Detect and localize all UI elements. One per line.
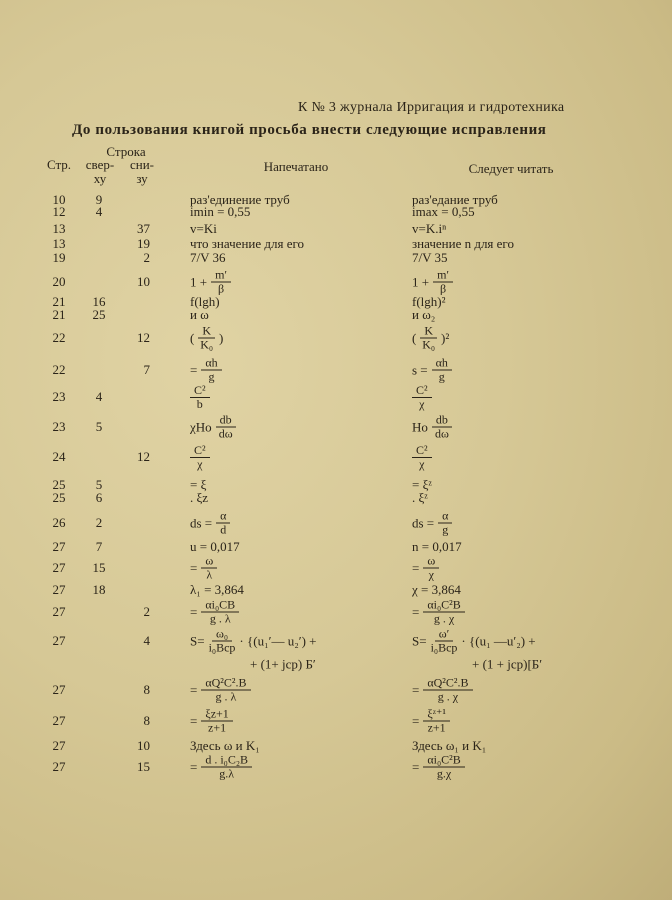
line-from-top: 5 bbox=[95, 477, 103, 492]
correct-text bbox=[412, 599, 465, 626]
page-number: 21 bbox=[52, 294, 66, 309]
fraction bbox=[201, 555, 217, 582]
formula bbox=[412, 414, 452, 441]
formula bbox=[412, 708, 450, 735]
printed-text bbox=[190, 708, 233, 735]
line-from-bottom: 12 bbox=[137, 330, 150, 345]
line-from-top: 18 bbox=[92, 582, 106, 597]
page-number: 27 bbox=[52, 682, 66, 697]
page-number: 21 bbox=[52, 307, 66, 322]
formula-prefix: = bbox=[190, 604, 198, 619]
numerator: K bbox=[198, 325, 215, 339]
col-line-group-header: Строка bbox=[106, 144, 146, 159]
page-number: 22 bbox=[52, 330, 66, 345]
denominator: b bbox=[196, 397, 203, 411]
printed-text: раз'единение труб bbox=[190, 192, 290, 207]
formula-prefix: s = bbox=[412, 362, 428, 377]
formula-prefix: = bbox=[190, 362, 198, 377]
fraction bbox=[423, 708, 450, 735]
denominator: g bbox=[208, 369, 215, 384]
fraction bbox=[431, 628, 458, 655]
formula-prefix: ds = bbox=[412, 515, 435, 530]
page-number: 27 bbox=[52, 604, 66, 619]
line-from-top: 16 bbox=[92, 294, 106, 309]
formula bbox=[412, 510, 452, 537]
numerator: C² bbox=[190, 384, 210, 398]
formula bbox=[412, 754, 465, 781]
fraction bbox=[412, 384, 432, 411]
numerator: db bbox=[216, 414, 236, 428]
formula bbox=[190, 677, 251, 704]
numerator: αi₀C²B bbox=[423, 754, 464, 768]
denominator: g . λ bbox=[215, 689, 237, 704]
page-number: 25 bbox=[52, 477, 66, 492]
denominator: β bbox=[440, 281, 447, 296]
printed-text: f(lgh) bbox=[190, 294, 220, 309]
printed-text bbox=[190, 754, 252, 781]
fraction bbox=[209, 628, 236, 655]
correct-text bbox=[412, 357, 452, 384]
page-number: 27 bbox=[52, 713, 66, 728]
formula-prefix: = bbox=[190, 759, 198, 774]
fraction bbox=[190, 444, 210, 471]
denominator: g . λ bbox=[209, 611, 231, 626]
denominator: χ bbox=[419, 457, 425, 471]
formula bbox=[190, 357, 222, 384]
formula-prefix: = bbox=[412, 759, 420, 774]
formula-continuation: + (1+ jср) Б′ bbox=[250, 656, 316, 672]
correct-text bbox=[412, 325, 449, 352]
denominator: d bbox=[220, 522, 227, 537]
printed-text bbox=[190, 269, 231, 296]
denominator: χ bbox=[197, 457, 203, 471]
page-number: 27 bbox=[52, 759, 66, 774]
formula bbox=[412, 269, 453, 296]
col-correct-header: Следует читать bbox=[468, 161, 554, 176]
line-from-bottom: 2 bbox=[143, 604, 150, 619]
formula bbox=[190, 444, 210, 471]
formula-prefix: = bbox=[190, 682, 198, 697]
correct-text: imax = 0,55 bbox=[412, 204, 475, 219]
fraction bbox=[201, 708, 232, 735]
correct-text: раз'едание труб bbox=[412, 192, 498, 207]
formula bbox=[412, 444, 432, 471]
formula-prefix: = bbox=[412, 713, 420, 728]
printed-text: . ξz bbox=[190, 490, 209, 505]
formula-prefix: ( bbox=[190, 330, 195, 345]
formula-prefix: = bbox=[190, 713, 198, 728]
denominator: K₀ bbox=[422, 337, 436, 352]
formula bbox=[412, 628, 536, 655]
line-from-top: 9 bbox=[95, 192, 103, 207]
printed-text: Здесь ω и K₁ bbox=[190, 738, 260, 753]
correct-text: = ξᶻ bbox=[412, 477, 432, 492]
formula bbox=[190, 555, 217, 582]
formula bbox=[190, 325, 223, 352]
denominator: i₀Bср bbox=[430, 640, 458, 655]
formula bbox=[412, 384, 432, 411]
numerator: αh bbox=[201, 357, 221, 371]
printed-text: λ₁ = 3,864 bbox=[190, 582, 244, 597]
printed-text bbox=[190, 555, 217, 582]
denominator: g bbox=[442, 522, 449, 537]
correct-text bbox=[412, 269, 453, 296]
formula-prefix: 1 + bbox=[190, 274, 208, 289]
line-from-top: 4 bbox=[95, 389, 103, 404]
numerator: ω bbox=[201, 555, 217, 569]
formula bbox=[412, 599, 465, 626]
correct-text: n = 0,017 bbox=[412, 539, 462, 554]
numerator: ω₀ bbox=[212, 628, 232, 642]
printed-text bbox=[190, 383, 210, 411]
page-number: 23 bbox=[52, 419, 66, 434]
line-from-top: 15 bbox=[92, 560, 106, 575]
numerator: αi₀C²B bbox=[423, 599, 464, 613]
fraction bbox=[216, 414, 236, 441]
page-number: 20 bbox=[52, 274, 66, 289]
page-number: 24 bbox=[52, 449, 66, 464]
formula bbox=[412, 357, 452, 384]
page-number: 27 bbox=[52, 582, 66, 597]
printed-text bbox=[190, 677, 251, 704]
line-from-bottom: 37 bbox=[137, 221, 150, 236]
formula bbox=[190, 269, 231, 296]
correct-text bbox=[412, 708, 450, 735]
printed-text: и ω bbox=[190, 307, 209, 322]
correct-text bbox=[412, 510, 452, 537]
page-number: 10 bbox=[52, 192, 66, 207]
formula bbox=[412, 325, 449, 352]
formula-prefix: Ho bbox=[412, 419, 428, 434]
formula-suffix: ) bbox=[219, 330, 224, 345]
numerator: α bbox=[216, 510, 230, 524]
denominator: χ bbox=[428, 567, 434, 582]
numerator: C² bbox=[412, 384, 432, 398]
numerator: αQ²C².B bbox=[201, 677, 250, 691]
page-number: 22 bbox=[52, 362, 66, 377]
formula-suffix: · {(u₁ —u′₂) + bbox=[461, 633, 536, 648]
fraction bbox=[432, 357, 452, 384]
formula-prefix: S= bbox=[412, 633, 427, 648]
denominator: g bbox=[438, 369, 445, 384]
formula-suffix: )² bbox=[441, 330, 450, 345]
correct-text: значение n для его bbox=[412, 236, 514, 251]
numerator: αi₀CB bbox=[201, 599, 239, 613]
correct-text bbox=[412, 677, 473, 704]
fraction bbox=[420, 325, 437, 352]
formula bbox=[412, 677, 473, 704]
formula-prefix: χHo bbox=[190, 419, 212, 434]
fraction bbox=[423, 677, 472, 704]
correct-text: . ξᶻ bbox=[412, 490, 428, 505]
printed-text bbox=[190, 357, 222, 384]
page-number: 27 bbox=[52, 633, 66, 648]
fraction bbox=[190, 384, 210, 411]
page-number: 19 bbox=[52, 250, 66, 265]
printed-text: u = 0,017 bbox=[190, 539, 240, 554]
fraction bbox=[423, 599, 464, 626]
formula-prefix: = bbox=[190, 560, 198, 575]
correct-text bbox=[412, 414, 452, 441]
denominator: g . χ bbox=[433, 611, 455, 626]
formula bbox=[190, 510, 230, 537]
correct-text: Здесь ω₁ и K₁ bbox=[412, 738, 487, 753]
correct-text bbox=[412, 555, 439, 582]
numerator: ω bbox=[423, 555, 439, 569]
formula-prefix: ds = bbox=[190, 515, 213, 530]
printed-text bbox=[190, 510, 230, 537]
formula bbox=[190, 414, 236, 441]
page-number: 13 bbox=[52, 221, 66, 236]
formula-continuation: + (1 + jср)[Б′ bbox=[472, 656, 543, 672]
printed-text: что значение для его bbox=[190, 236, 304, 251]
printed-text bbox=[190, 443, 210, 471]
printed-text bbox=[190, 414, 236, 441]
numerator: C² bbox=[412, 444, 432, 458]
numerator: d . i₀C₂B bbox=[201, 754, 252, 768]
formula bbox=[190, 599, 239, 626]
printed-text bbox=[190, 325, 223, 352]
fraction bbox=[423, 754, 464, 781]
line-from-bottom: 4 bbox=[143, 633, 150, 648]
errata-title: До пользования книгой просьба внести следующие исправления bbox=[72, 122, 547, 138]
page-number: 27 bbox=[52, 738, 66, 753]
formula-prefix: ( bbox=[412, 330, 417, 345]
line-from-bottom: 10 bbox=[137, 274, 150, 289]
fraction bbox=[423, 555, 439, 582]
line-from-top: 6 bbox=[95, 490, 103, 505]
page-number: 13 bbox=[52, 236, 66, 251]
line-from-bottom: 12 bbox=[137, 449, 150, 464]
journal-reference: К № 3 журнала Ирригация и гидротехника bbox=[298, 100, 565, 115]
fraction bbox=[433, 269, 453, 296]
printed-text bbox=[190, 626, 317, 672]
correct-text bbox=[412, 754, 465, 781]
numerator: db bbox=[432, 414, 452, 428]
col-bottom-header: сни- зу bbox=[129, 157, 154, 186]
numerator: ξz+1 bbox=[201, 708, 232, 722]
line-from-top: 5 bbox=[95, 419, 103, 434]
line-from-bottom: 2 bbox=[143, 250, 150, 265]
page-number: 23 bbox=[52, 389, 66, 404]
formula bbox=[412, 555, 439, 582]
numerator: αh bbox=[432, 357, 452, 371]
printed-text bbox=[190, 599, 239, 626]
formula-prefix: = bbox=[412, 682, 420, 697]
formula-prefix: = bbox=[412, 604, 420, 619]
fraction bbox=[201, 677, 250, 704]
denominator: χ bbox=[419, 397, 425, 411]
denominator: β bbox=[218, 281, 225, 296]
correct-text bbox=[412, 383, 432, 411]
line-from-bottom: 8 bbox=[143, 682, 150, 697]
line-from-top: 7 bbox=[95, 539, 103, 554]
denominator: z+1 bbox=[208, 720, 227, 735]
numerator: αQ²C².B bbox=[423, 677, 472, 691]
fraction bbox=[201, 754, 252, 781]
printed-text: v=Ki bbox=[190, 221, 217, 236]
line-from-top: 4 bbox=[95, 204, 103, 219]
col-top-header: свер- ху bbox=[85, 157, 115, 186]
formula bbox=[190, 754, 252, 781]
page-number: 25 bbox=[52, 490, 66, 505]
numerator: α bbox=[438, 510, 452, 524]
formula-suffix: · {(u₁′— u₂′) + bbox=[239, 633, 317, 648]
fraction bbox=[211, 269, 231, 296]
denominator: g.λ bbox=[219, 766, 235, 781]
fraction bbox=[216, 510, 230, 537]
fraction bbox=[438, 510, 452, 537]
denominator: dω bbox=[434, 426, 449, 441]
page-number: 26 bbox=[52, 515, 66, 530]
denominator: g . χ bbox=[437, 689, 459, 704]
fraction bbox=[412, 444, 432, 471]
correct-text bbox=[412, 443, 432, 471]
numerator: C² bbox=[190, 444, 210, 458]
line-from-bottom: 19 bbox=[137, 236, 150, 251]
formula-prefix: = bbox=[412, 560, 420, 575]
numerator: ξᶻ⁺¹ bbox=[423, 708, 450, 722]
numerator: ω′ bbox=[435, 628, 454, 642]
printed-text: = ξ bbox=[190, 477, 207, 492]
fraction bbox=[198, 325, 215, 352]
line-from-bottom: 15 bbox=[137, 759, 150, 774]
line-from-bottom: 8 bbox=[143, 713, 150, 728]
page-number: 27 bbox=[52, 539, 66, 554]
line-from-bottom: 7 bbox=[143, 362, 150, 377]
correct-text: v=K.iⁿ bbox=[412, 221, 447, 236]
correct-text: и ω₂ bbox=[412, 307, 436, 322]
formula bbox=[190, 384, 210, 411]
numerator: K bbox=[420, 325, 437, 339]
correct-text: f(lgh)² bbox=[412, 294, 446, 309]
col-printed-header: Напечатано bbox=[263, 159, 329, 174]
formula-prefix: S= bbox=[190, 633, 205, 648]
correct-text: χ = 3,864 bbox=[412, 582, 461, 597]
page-number: 12 bbox=[52, 204, 66, 219]
numerator: m′ bbox=[433, 269, 453, 283]
page-number: 27 bbox=[52, 560, 66, 575]
denominator: λ bbox=[206, 567, 213, 582]
numerator: m′ bbox=[211, 269, 231, 283]
printed-text: 7/V 36 bbox=[190, 250, 226, 265]
line-from-bottom: 10 bbox=[137, 738, 150, 753]
correct-text: 7/V 35 bbox=[412, 250, 448, 265]
fraction bbox=[432, 414, 452, 441]
denominator: dω bbox=[218, 426, 233, 441]
fraction bbox=[201, 357, 221, 384]
formula-prefix: 1 + bbox=[412, 274, 430, 289]
denominator: i₀Bср bbox=[208, 640, 236, 655]
correct-text bbox=[412, 626, 543, 672]
denominator: z+1 bbox=[427, 720, 446, 735]
formula bbox=[190, 708, 233, 735]
fraction bbox=[201, 599, 239, 626]
line-from-top: 2 bbox=[95, 515, 103, 530]
line-from-top: 25 bbox=[92, 307, 106, 322]
denominator: K₀ bbox=[200, 337, 214, 352]
col-page-header: Стр. bbox=[46, 157, 72, 172]
denominator: g.χ bbox=[436, 766, 452, 781]
printed-text: imin = 0,55 bbox=[190, 204, 251, 219]
formula bbox=[190, 628, 316, 655]
